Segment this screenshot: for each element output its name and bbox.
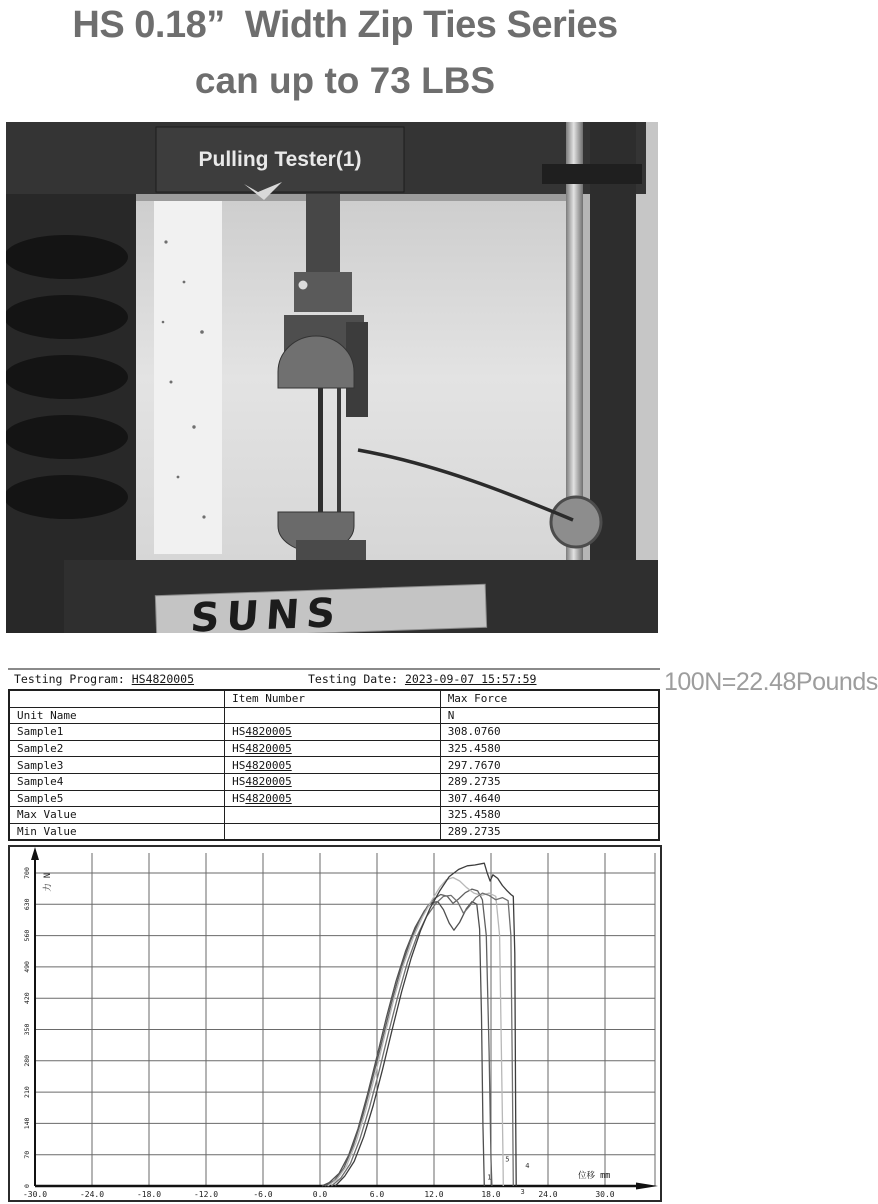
table-row xyxy=(9,740,659,757)
item-number-cell xyxy=(225,807,441,824)
x-tick-label: -24.0 xyxy=(79,1190,105,1199)
report-header-row xyxy=(8,670,660,689)
item-number-cell: HS4820005 xyxy=(225,757,441,774)
right-frame-column xyxy=(590,122,636,633)
curve-Sample1 xyxy=(322,902,484,1186)
y-tick-label: 490 xyxy=(23,961,31,973)
product-title-block xyxy=(0,0,690,102)
curve-end-label: 5 xyxy=(505,1155,510,1164)
item-number-cell: HS4820005 xyxy=(225,740,441,757)
sample-name-cell: Sample3 xyxy=(9,757,225,774)
curve-end-label: 3 xyxy=(520,1188,525,1197)
rod-top-bracket xyxy=(542,164,642,184)
x-tick-label: 18.0 xyxy=(481,1190,501,1199)
pulling-tester-photo xyxy=(6,122,658,633)
item-number-cell xyxy=(225,707,441,724)
chart-canvas xyxy=(10,847,660,1200)
right-wall xyxy=(634,122,658,633)
y-tick-label: 280 xyxy=(23,1054,31,1067)
curve-end-label: 4 xyxy=(525,1162,530,1171)
test-specimen xyxy=(318,388,323,514)
zip-tie-sample xyxy=(337,388,341,514)
item-number-header: Item Number xyxy=(225,690,441,707)
guide-rod xyxy=(566,122,583,633)
x-tick-label: 12.0 xyxy=(424,1190,444,1199)
blank-header-cell xyxy=(9,690,225,707)
max-force-cell: 307.4640 xyxy=(440,790,659,807)
table-row xyxy=(9,724,659,741)
sample-name-cell: Max Value xyxy=(9,807,225,824)
curve-end-label: 1 xyxy=(487,1173,492,1182)
table-row xyxy=(9,757,659,774)
conversion-note: 100N=22.48Pounds xyxy=(664,668,878,696)
sample-name-cell: Sample2 xyxy=(9,740,225,757)
x-tick-label: 0.0 xyxy=(312,1190,328,1199)
white-strip xyxy=(154,198,222,554)
max-force-cell: 325.4580 xyxy=(440,807,659,824)
x-tick-label: -30.0 xyxy=(22,1190,48,1199)
y-tick-label: 560 xyxy=(23,929,31,942)
pulling-tester-label: Pulling Tester(1) xyxy=(198,148,362,171)
item-number-cell: HS4820005 xyxy=(225,773,441,790)
sample-name-cell: Sample5 xyxy=(9,790,225,807)
max-force-cell: 289.2735 xyxy=(440,773,659,790)
sample-name-cell: Min Value xyxy=(9,823,225,840)
x-tick-label: -12.0 xyxy=(193,1190,219,1199)
sample-name-cell: Sample4 xyxy=(9,773,225,790)
max-force-header: Max Force xyxy=(440,690,659,707)
y-tick-label: 210 xyxy=(23,1086,31,1098)
product-title-line1: HS 0.18” Width Zip Ties Series xyxy=(72,4,618,46)
y-tick-label: 420 xyxy=(23,992,31,1005)
x-tick-label: -6.0 xyxy=(253,1190,273,1199)
rod-clamp-knob xyxy=(551,497,601,547)
sample-name-cell: Sample1 xyxy=(9,724,225,741)
x-tick-label: 24.0 xyxy=(538,1190,558,1199)
y-tick-label: 350 xyxy=(23,1023,31,1036)
product-title-line2: can up to 73 LBS xyxy=(194,60,496,101)
y-axis-arrow xyxy=(31,847,39,860)
table-row xyxy=(9,807,659,824)
curve-Sample2 xyxy=(325,889,492,1186)
y-tick-label: 0 xyxy=(23,1184,31,1188)
y-tick-label: 700 xyxy=(23,867,31,879)
testing-date: Testing Date: 2023-09-07 15:57:59 xyxy=(308,672,537,686)
item-number-cell: HS4820005 xyxy=(225,724,441,741)
table-column-header-row xyxy=(9,690,659,707)
testing-program: Testing Program: HS4820005 xyxy=(14,672,195,686)
table-row xyxy=(9,823,659,840)
pulling-tester-illustration xyxy=(6,122,658,633)
table-row xyxy=(9,773,659,790)
results-table xyxy=(8,689,660,841)
max-force-cell: 308.0760 xyxy=(440,724,659,741)
beam-shadow xyxy=(136,194,576,201)
sample-name-cell: Unit Name xyxy=(9,707,225,724)
table-row xyxy=(9,790,659,807)
max-force-cell: 325.4580 xyxy=(440,740,659,757)
max-force-cell: 297.7670 xyxy=(440,757,659,774)
y-tick-label: 630 xyxy=(23,898,31,911)
y-tick-label: 70 xyxy=(23,1150,31,1159)
suns-logo: SUNS xyxy=(189,590,344,633)
max-force-cell: N xyxy=(440,707,659,724)
test-report xyxy=(8,668,660,841)
max-force-cell: 289.2735 xyxy=(440,823,659,840)
item-number-cell: HS4820005 xyxy=(225,790,441,807)
table-row xyxy=(9,707,659,724)
x-axis-title: 位移 mm xyxy=(578,1171,611,1181)
force-displacement-chart xyxy=(8,845,662,1202)
x-tick-label: -18.0 xyxy=(136,1190,162,1199)
y-tick-label: 140 xyxy=(23,1117,31,1130)
y-axis-title: 力 N xyxy=(43,873,53,892)
item-number-cell xyxy=(225,823,441,840)
x-tick-label: 6.0 xyxy=(369,1190,385,1199)
x-tick-label: 30.0 xyxy=(595,1190,615,1199)
